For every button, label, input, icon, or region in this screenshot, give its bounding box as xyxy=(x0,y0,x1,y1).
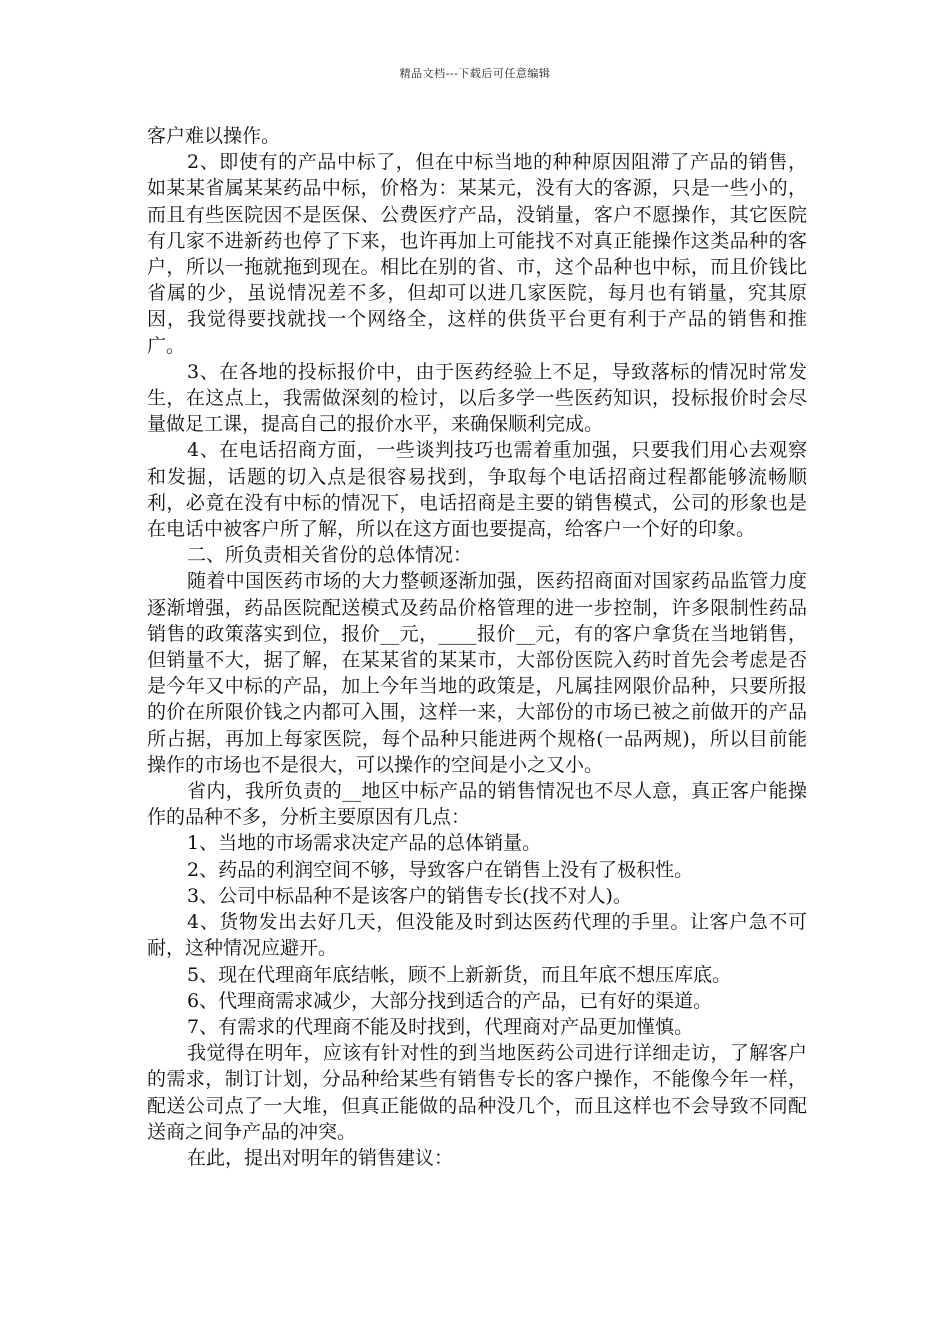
paragraph: 我觉得在明年，应该有针对性的到当地医药公司进行详细走访，了解客户的需求，制订计划，分品种给某些有销售专长的客户操作，不能像今年一样，配送公司点了一大堆，但真正能做的品种没几个，而且这样也不会导致不同配送商之间争产品的冲突。 xyxy=(147,1042,807,1143)
paragraph: 2、即使有的产品中标了，但在中标当地的种种原因阻滞了产品的销售，如某某省属某某药品中标，价格为：某某元，没有大的客源，只是一些小的，而且有些医院因不是医保、公费医疗产品，没销量，客户不愿操作，其它医院有几家不进新药也停了下来，也许再加上可能找不对真正能操作这类品种的客户，所以一拖就拖到现在。相比在别的省、市，这个品种也中标，而且价钱比省属的少，虽说情况差不多，但却可以进几家医院，每月也有销量，究其原因，我觉得要找就找一个网络全，这样的供货平台更有利于产品的销售和推广。 xyxy=(147,151,807,357)
paragraph: 2、药品的利润空间不够，导致客户在销售上没有了极积性。 xyxy=(187,858,694,881)
paragraph: 随着中国医药市场的大力整顿逐渐加强，医药招商面对国家药品监管力度逐渐增强，药品医院配送模式及药品价格管理的进一步控制，许多限制性药品销售的政策落实到位，报价__元，____报价__元，有的客户拿货在当地销售，但销量不大，据了解，在某某省的某某市，大部份医院入药时首先会考虑是否是今年又中标的产品，加上今年当地的政策是，凡属挂网限价品种，只要所报的价在所限价钱之内都可入围，这样一来，大部份的市场已被之前做开的产品所占据，再加上每家医院，每个品种只能进两个规格(一品两规)，所以目前能操作的市场也不是很大，可以操作的空间是小之又小。 xyxy=(147,570,807,776)
paragraph: 6、代理商需求减少，大部分找到适合的产品，已有好的渠道。 xyxy=(187,989,713,1012)
paragraph: 5、现在代理商年底结帐，顾不上新新货，而且年底不想压库底。 xyxy=(187,963,732,986)
paragraph: 7、有需求的代理商不能及时找到，代理商对产品更加慬慎。 xyxy=(187,1015,694,1038)
paragraph: 省内，我所负责的__地区中标产品的销售情况也不尽人意，真正客户能操作的品种不多，分析主要原因有几点： xyxy=(147,780,807,829)
paragraph: 在此，提出对明年的销售建议： xyxy=(187,1146,454,1169)
paragraph: 客户难以操作。 xyxy=(147,125,281,147)
paragraph: 4、货物发出去好几天，但没能及时到达医药代理的手里。让客户急不可耐，这种情况应避开。 xyxy=(147,911,807,960)
paragraph: 3、在各地的投标报价中，由于医药经验上不足，导致落标的情况时常发生，在这点上，我需做深刻的检讨，以后多学一些医药知识，投标报价时会尽量做足工课，提高自己的报价水平，来确保顺利完成。 xyxy=(147,360,807,436)
paragraph: 二、所负责相关省份的总体情况： xyxy=(187,544,473,567)
paragraph: 1、当地的市场需求决定产品的总体销量。 xyxy=(187,832,542,855)
document-body xyxy=(147,123,807,1171)
page-header: 精品文档---下载后可任意编辑 xyxy=(399,67,551,80)
paragraph: 4、在电话招商方面，一些谈判技巧也需着重加强，只要我们用心去观察和发掘，话题的切入点是很容易找到，争取每个电话招商过程都能够流畅顺利，必竟在没有中标的情况下，电话招商是主要的销售模式，公司的形象也是在电话中被客户所了解，所以在这方面也要提高，给客户一个好的印象。 xyxy=(147,439,807,541)
paragraph: 3、公司中标品种不是该客户的销售专长(找不对人)。 xyxy=(187,884,632,907)
